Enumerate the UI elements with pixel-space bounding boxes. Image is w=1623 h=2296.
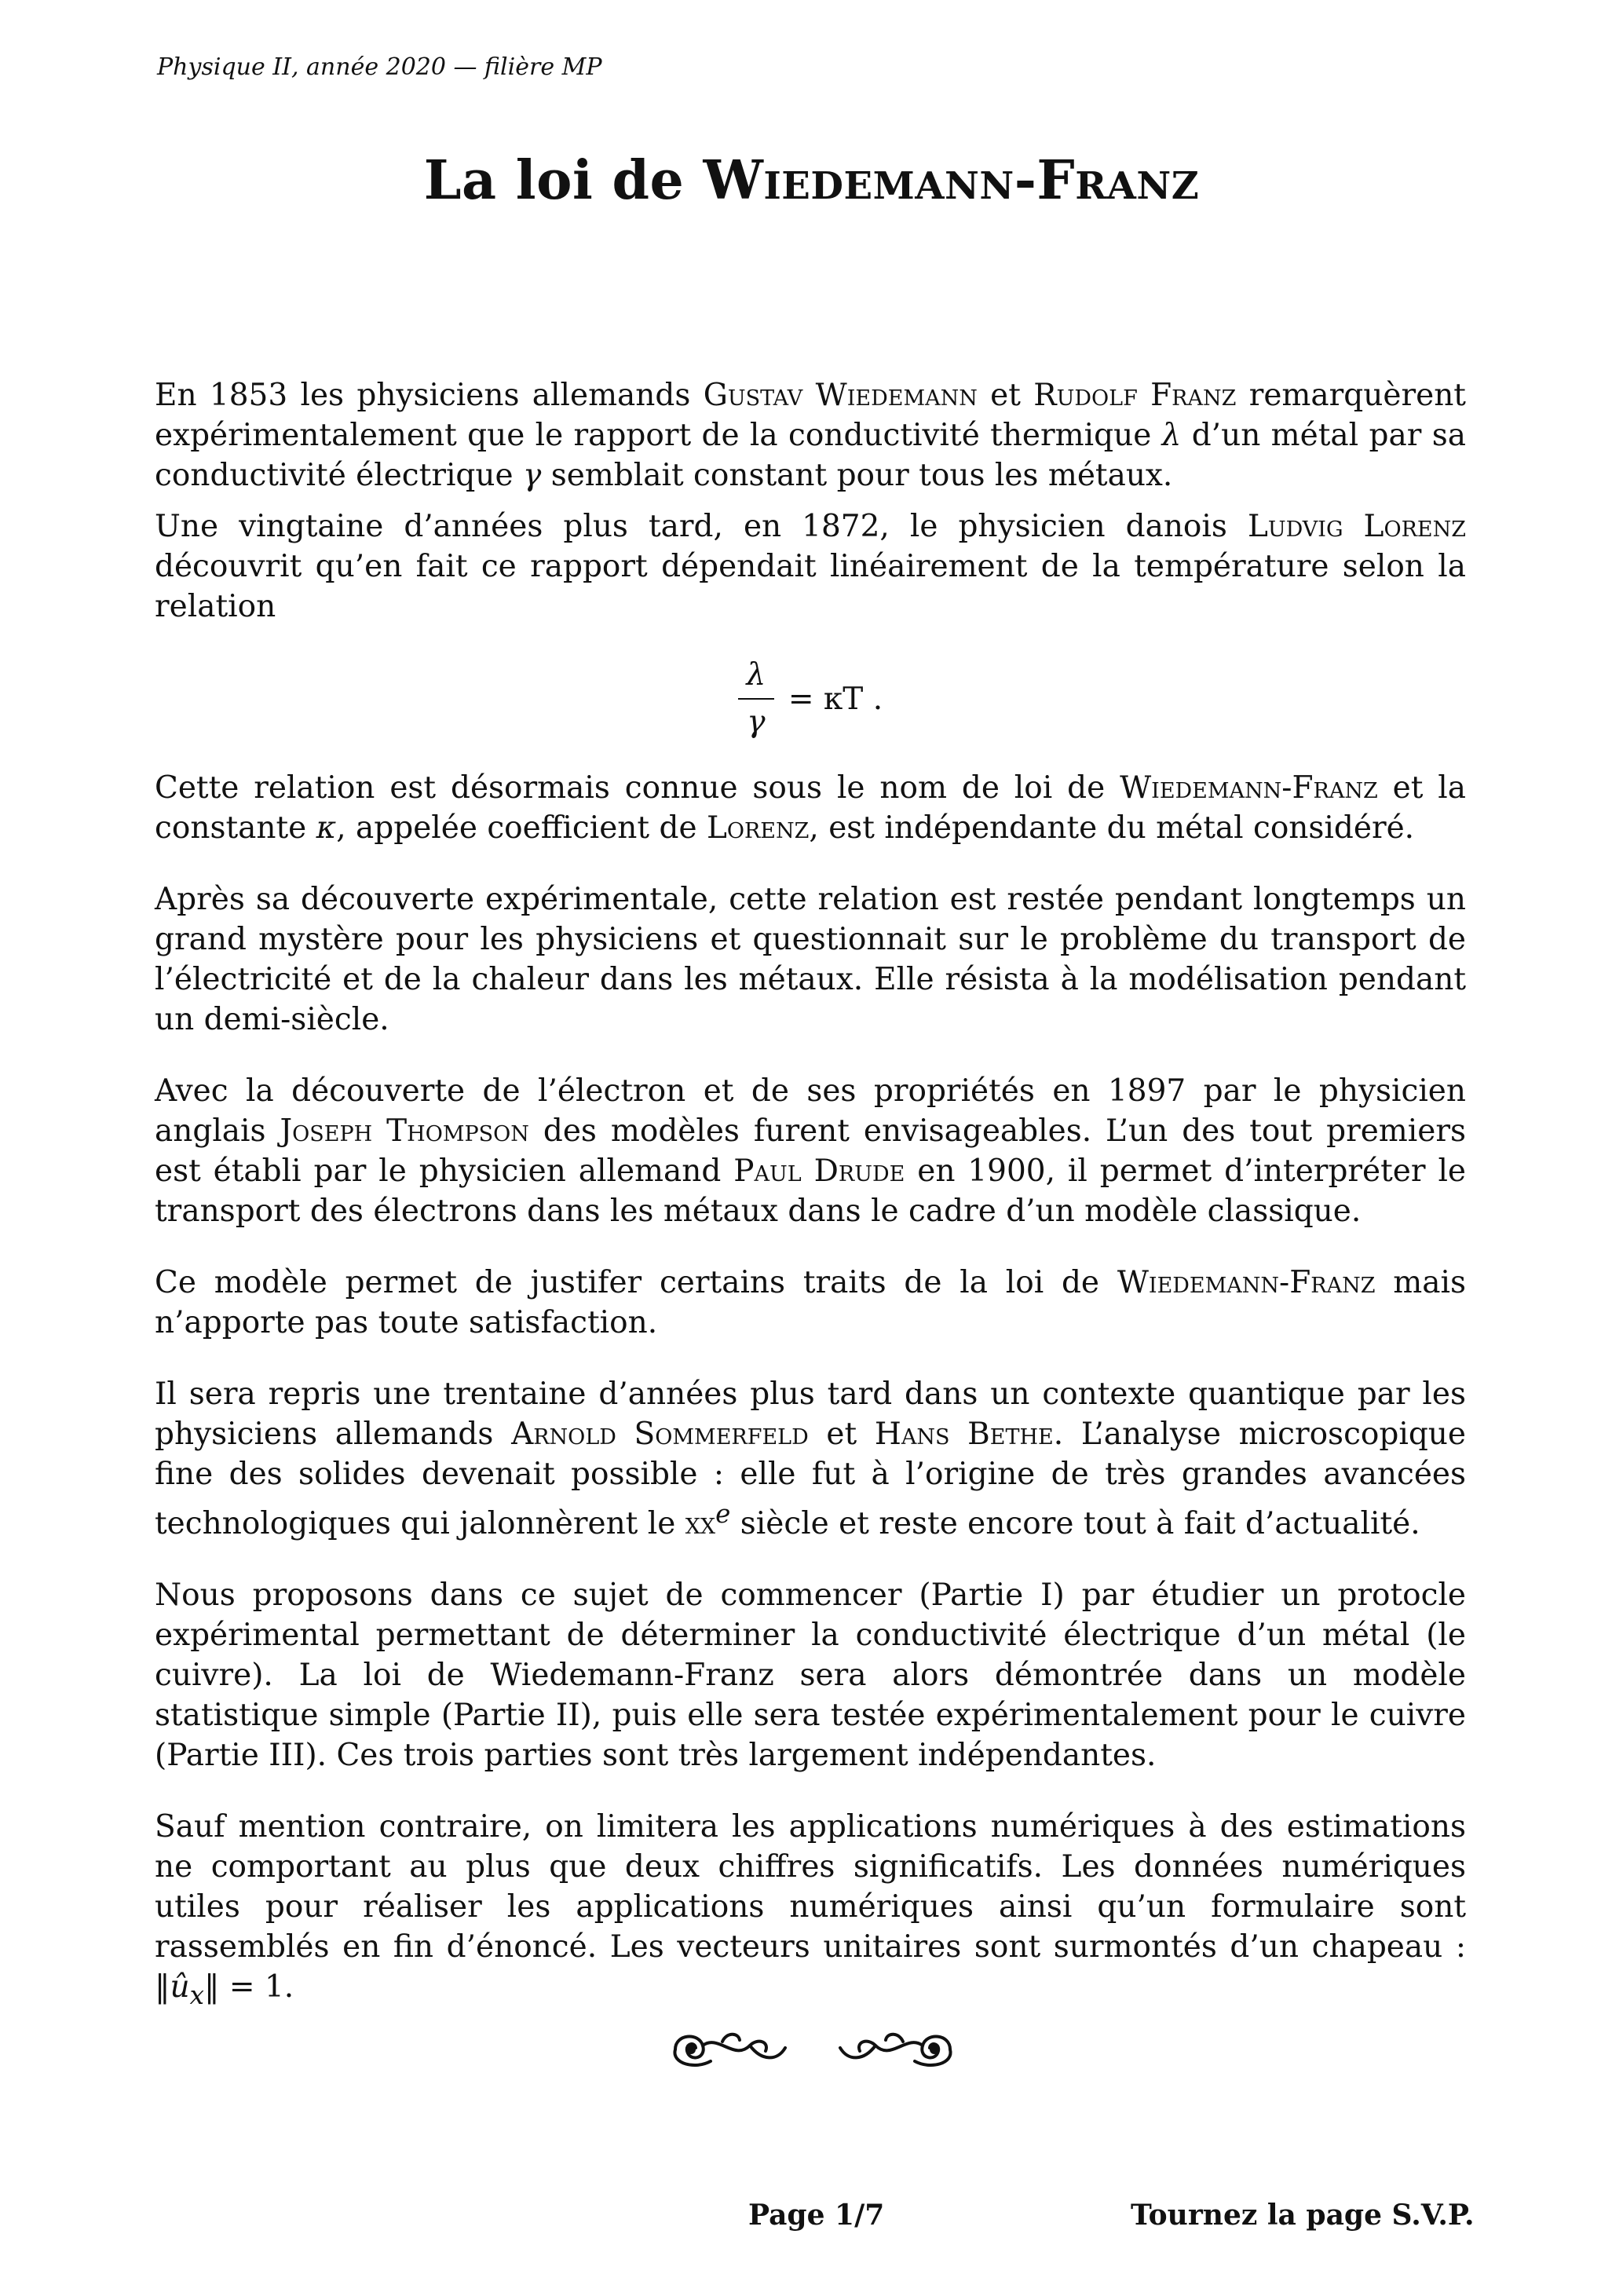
paragraph-8: Nous proposons dans ce sujet de commencer (Partie I) par étudier un protocle expérimental permettant de déterminer la conductivité électrique d’un métal (le cuivre). La loi de Wiedemann-Franz sera alors démontrée dans un modèle statistique simple (Partie II), puis elle sera testée expérimentalement pour le cuivre (Partie III). Ces trois parties sont très largement indépendantes. (155, 1578, 1466, 1773)
text: d’un métal par sa conductivité électrique (155, 418, 1466, 493)
math-symbol: κ (316, 810, 337, 846)
fleuron-ornament-icon (660, 2018, 966, 2081)
title-prefix: La loi de (423, 149, 704, 212)
text: Cette relation est désormais connue sous le nom de loi de (155, 770, 1120, 806)
fraction-denominator: γ (747, 704, 766, 740)
text: , appelée coefficient de (336, 810, 707, 846)
paragraph-6 (155, 1263, 1466, 1343)
title-name: Wiedemann-Franz (703, 149, 1200, 212)
paragraph-2 (155, 506, 1466, 627)
paragraph-9 (155, 1807, 1466, 2016)
person-name: Arnold Sommerfeld (511, 1417, 809, 1452)
formula-rhs: = κT . (788, 681, 883, 717)
text: ‖ = 1. (203, 1969, 294, 2005)
text: et (977, 378, 1034, 413)
page-number: Page 1/7 (748, 2199, 885, 2232)
person-name: Lorenz (706, 810, 810, 846)
person-name: Joseph Thompson (280, 1113, 529, 1149)
text: Ce modèle permet de justifer certains traits de la loi de (155, 1265, 1117, 1300)
person-name: Paul Drude (733, 1153, 905, 1189)
document-body (155, 375, 1466, 2016)
text: mais n’apporte pas toute satisfaction. (155, 1265, 1467, 1340)
text: siècle et reste encore tout à fait d’actualité. (730, 1506, 1420, 1541)
turn-page-note: Tournez la page S.V.P. (1131, 2199, 1475, 2232)
text: Avec la découverte de l’électron et de ses propriétés en 1897 par le physicien anglais (155, 1073, 1466, 1149)
text: remarquèrent expérimentalement que le rapport de la conductivité thermique (155, 378, 1466, 453)
text: des modèles furent envisageables. L’un des tout premiers est établi par le physicien allemand (155, 1113, 1466, 1189)
formula-wiedemann-franz (155, 644, 1466, 754)
page-title (0, 149, 1623, 212)
paragraph-3 (155, 768, 1466, 848)
paragraph-5 (155, 1071, 1466, 1231)
superscript: e (715, 1499, 731, 1529)
paragraph-4: Après sa découverte expérimentale, cette relation est restée pendant longtemps un grand mystère pour les physiciens et questionnait sur le problème du transport de l’électricité et de la chaleur dans les métaux. Elle résista à la modélisation pendant un demi-siècle. (155, 882, 1466, 1037)
century-numeral: xx (685, 1506, 716, 1541)
text: semblait constant pour tous les métaux. (541, 458, 1173, 493)
person-name: Hans Bethe (874, 1417, 1054, 1452)
text: En 1853 les physiciens allemands (155, 378, 704, 413)
text: et (808, 1417, 875, 1452)
fraction-numerator: λ (746, 657, 766, 693)
person-name: Rudolf Franz (1033, 378, 1237, 413)
text: Sauf mention contraire, on limitera les applications numériques à des estimations ne comportant au plus que deux chiffres significatifs. Les données numériques utiles pour réaliser les applications numériques ainsi qu’un formulaire sont rassemblés en fin d’énoncé. Les vecteurs unitaires sont surmontés d’un chapeau : (155, 1809, 1466, 1965)
page-header: Physique II, année 2020 — filière MP (157, 53, 602, 81)
text: Une vingtaine d’années plus tard, en 1872, le physicien danois (155, 509, 1248, 544)
math-norm: ‖û (155, 1969, 190, 2005)
paragraph-1 (155, 375, 1466, 495)
text: Il sera repris une trentaine d’années plus tard dans un contexte quantique par les physiciens allemands (155, 1377, 1466, 1452)
person-name: Wiedemann-Franz (1120, 770, 1378, 806)
text: et la constante (155, 770, 1466, 846)
text: , est indépendante du métal considéré. (809, 810, 1415, 846)
person-name: Wiedemann-Franz (1117, 1265, 1376, 1300)
text: . L’analyse microscopique fine des solides devenait possible : elle fut à l’origine de très grandes avancées technologiques qui jalonnèrent le (155, 1417, 1466, 1541)
math-symbol: γ (523, 458, 542, 493)
paragraph-7 (155, 1374, 1466, 1544)
text: en 1900, il permet d’interpréter le transport des électrons dans les métaux dans le cadre d’un modèle classique. (155, 1153, 1466, 1229)
person-name: Gustav Wiedemann (703, 378, 978, 413)
subscript: x (189, 1980, 204, 2010)
math-symbol: λ (1161, 418, 1182, 453)
fraction (738, 653, 774, 745)
person-name: Ludvig Lorenz (1247, 509, 1467, 544)
text: découvrit qu’en fait ce rapport dépendait linéairement de la température selon la relation (155, 549, 1466, 624)
